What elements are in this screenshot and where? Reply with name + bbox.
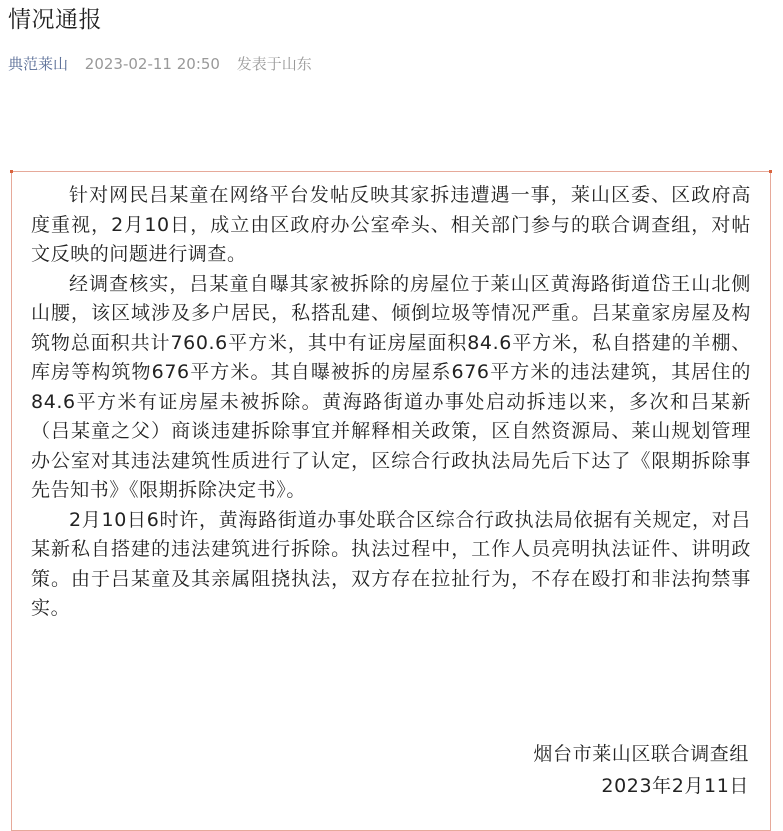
notice-signature xyxy=(533,738,749,802)
article-title: 情况通报 xyxy=(8,7,102,33)
signature-organization: 烟台市莱山区联合调查组 xyxy=(533,743,749,765)
signature-date: 2023年2月11日 xyxy=(601,775,749,797)
notice-body xyxy=(31,181,751,624)
frame-corner-marker xyxy=(10,170,13,173)
publish-date: 2023-02-11 20:50 xyxy=(84,55,220,73)
publish-location: 发表于山东 xyxy=(236,55,312,73)
notice-paragraph: 针对网民吕某童在网络平台发帖反映其家拆违遭遇一事，莱山区委、区政府高度重视，2月10日，成立由区政府办公室牵头、相关部门参与的联合调查组，对帖文反映的问题进行调查。 xyxy=(31,184,751,265)
author-link[interactable]: 典范莱山 xyxy=(8,55,69,73)
article-meta xyxy=(8,53,312,75)
notice-paragraph: 2月10日6时许，黄海路街道办事处联合区综合行政执法局依据有关规定，对吕某新私自搭建的违法建筑进行拆除。执法过程中，工作人员亮明执法证件、讲明政策。由于吕某童及其亲属阻挠执法，双方存在拉扯行为，不存在殴打和非法拘禁事实。 xyxy=(31,508,751,619)
notice-paragraph: 经调查核实，吕某童自曝其家被拆除的房屋位于莱山区黄海路街道岱王山北侧山腰，该区域涉及多户居民，私搭乱建、倾倒垃圾等情况严重。吕某童家房屋及构筑物总面积共计760.6平方米，其中有证房屋面积84.6平方米，私自搭建的羊棚、库房等构筑物676平方米。其自曝被拆的房屋系676平方米的违法建筑，其居住的84.6平方米有证房屋未被拆除。黄海路街道办事处启动拆违以来，多次和吕某新（吕某童之父）商谈违建拆除事宜并解释相关政策，区自然资源局、莱山规划管理办公室对其违法建筑性质进行了认定，区综合行政执法局先后下达了《限期拆除事先告知书》《限期拆除决定书》。 xyxy=(31,272,751,501)
frame-corner-marker xyxy=(769,170,772,173)
